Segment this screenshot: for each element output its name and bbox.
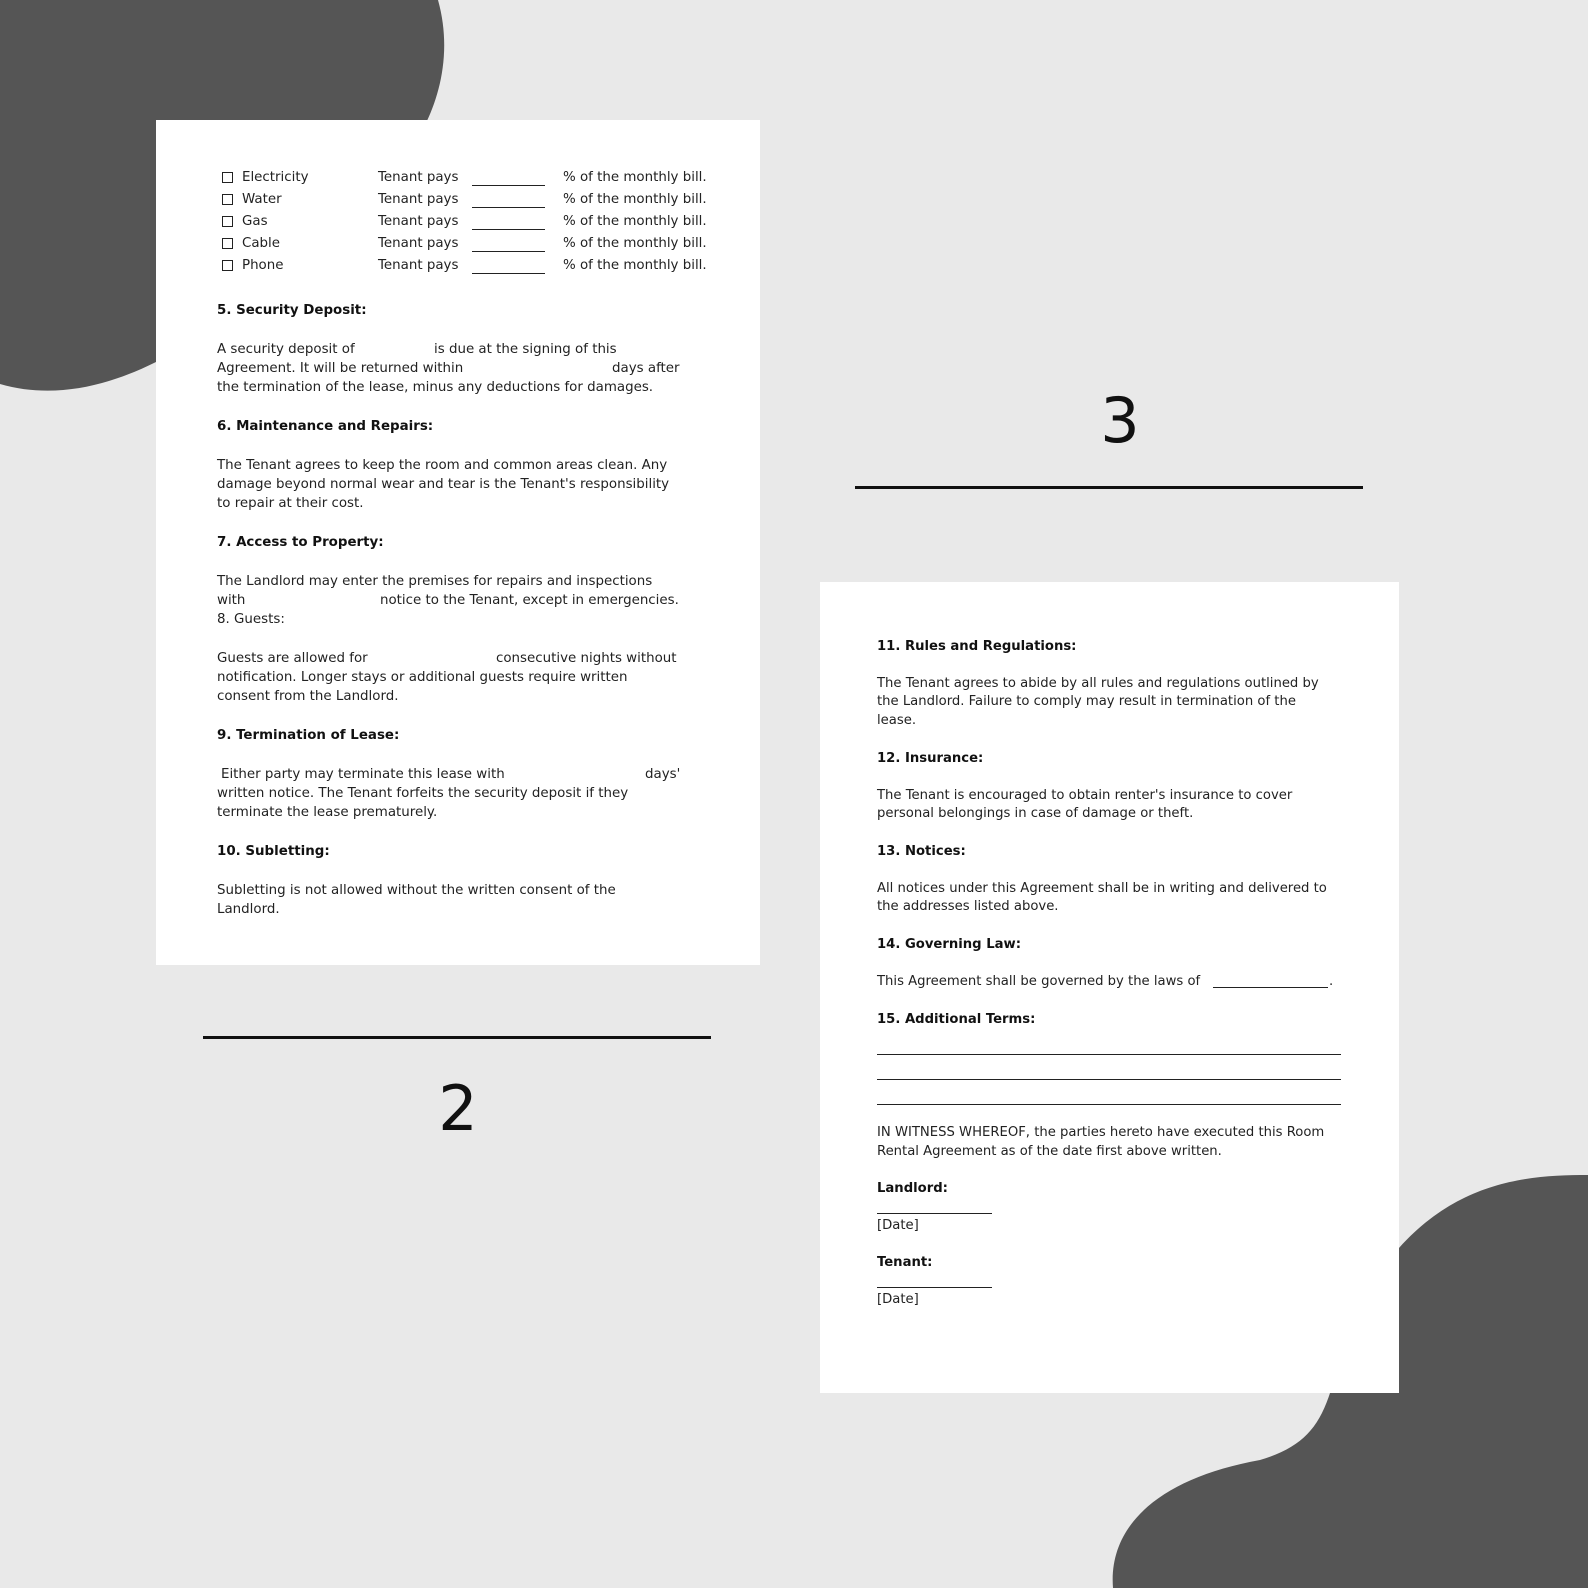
- governing-law-period: .: [1329, 974, 1334, 989]
- security-deposit-text: A security deposit of: [217, 342, 355, 357]
- guests-text: Guests are allowed for: [217, 651, 368, 666]
- rules-heading: 11. Rules and Regulations:: [877, 639, 1077, 654]
- maintenance-text: damage beyond normal wear and tear is the Tenant's responsibility: [217, 477, 670, 492]
- gas-checkbox[interactable]: [222, 216, 233, 227]
- termination-text: written notice. The Tenant forfeits the security deposit if they: [217, 786, 629, 801]
- document-page-3: [820, 582, 1399, 1393]
- insurance-text: personal belongings in case of damage or theft.: [877, 806, 1194, 821]
- bill-suffix: % of the monthly bill.: [563, 236, 707, 251]
- governing-law-heading: 14. Governing Law:: [877, 937, 1021, 952]
- percent-blank[interactable]: [472, 229, 545, 230]
- security-deposit-text: Agreement. It will be returned within: [217, 361, 464, 376]
- additional-terms-line[interactable]: [877, 1079, 1341, 1080]
- notices-heading: 13. Notices:: [877, 844, 966, 859]
- tenant-pays-label: Tenant pays: [378, 258, 459, 273]
- rules-text: the Landlord. Failure to comply may result in termination of the: [877, 694, 1296, 709]
- cable-checkbox[interactable]: [222, 238, 233, 249]
- utility-name: Electricity: [242, 170, 309, 185]
- tenant-label: Tenant:: [877, 1255, 933, 1270]
- electricity-checkbox[interactable]: [222, 172, 233, 183]
- witness-text: Rental Agreement as of the date first above written.: [877, 1144, 1222, 1159]
- termination-text: Either party may terminate this lease with: [221, 767, 505, 782]
- landlord-label: Landlord:: [877, 1181, 948, 1196]
- page-3-divider: [855, 486, 1363, 489]
- phone-checkbox[interactable]: [222, 260, 233, 271]
- utility-name: Gas: [242, 214, 268, 229]
- subletting-heading: 10. Subletting:: [217, 844, 330, 859]
- notices-text: All notices under this Agreement shall be in writing and delivered to: [877, 881, 1327, 896]
- governing-law-blank[interactable]: [1213, 987, 1328, 988]
- tenant-pays-label: Tenant pays: [378, 236, 459, 251]
- governing-law-text: This Agreement shall be governed by the laws of: [877, 974, 1201, 989]
- security-deposit-text: days after: [612, 361, 680, 376]
- additional-terms-heading: 15. Additional Terms:: [877, 1012, 1036, 1027]
- rules-text: lease.: [877, 713, 917, 728]
- access-text: with: [217, 593, 246, 608]
- page-2-divider: [203, 1036, 711, 1039]
- maintenance-heading: 6. Maintenance and Repairs:: [217, 419, 434, 434]
- landlord-signature-line[interactable]: [877, 1213, 992, 1214]
- tenant-signature-line[interactable]: [877, 1287, 992, 1288]
- percent-blank[interactable]: [472, 251, 545, 252]
- subletting-text: Landlord.: [217, 902, 280, 917]
- insurance-text: The Tenant is encouraged to obtain renter's insurance to cover: [877, 788, 1293, 803]
- insurance-heading: 12. Insurance:: [877, 751, 984, 766]
- document-page-2: [156, 120, 760, 965]
- bill-suffix: % of the monthly bill.: [563, 258, 707, 273]
- maintenance-text: to repair at their cost.: [217, 496, 364, 511]
- maintenance-text: The Tenant agrees to keep the room and common areas clean. Any: [217, 458, 668, 473]
- termination-text: terminate the lease prematurely.: [217, 805, 438, 820]
- page-number-2: 2: [438, 1072, 478, 1145]
- percent-blank[interactable]: [472, 273, 545, 274]
- guests-text: consent from the Landlord.: [217, 689, 399, 704]
- access-heading: 7. Access to Property:: [217, 535, 384, 550]
- tenant-date: [Date]: [877, 1292, 919, 1307]
- tenant-pays-label: Tenant pays: [378, 192, 459, 207]
- access-text: notice to the Tenant, except in emergencies.: [380, 593, 679, 608]
- subletting-text: Subletting is not allowed without the written consent of the: [217, 883, 616, 898]
- guests-heading: 8. Guests:: [217, 612, 285, 627]
- percent-blank[interactable]: [472, 185, 545, 186]
- utility-name: Cable: [242, 236, 281, 251]
- tenant-pays-label: Tenant pays: [378, 214, 459, 229]
- utility-name: Water: [242, 192, 282, 207]
- security-deposit-text: the termination of the lease, minus any deductions for damages.: [217, 380, 654, 395]
- access-text: The Landlord may enter the premises for repairs and inspections: [217, 574, 653, 589]
- bill-suffix: % of the monthly bill.: [563, 192, 707, 207]
- bill-suffix: % of the monthly bill.: [563, 214, 707, 229]
- notices-text: the addresses listed above.: [877, 899, 1059, 914]
- witness-text: IN WITNESS WHEREOF, the parties hereto have executed this Room: [877, 1125, 1325, 1140]
- security-deposit-heading: 5. Security Deposit:: [217, 303, 367, 318]
- guests-text: notification. Longer stays or additional guests require written: [217, 670, 628, 685]
- tenant-pays-label: Tenant pays: [378, 170, 459, 185]
- rules-text: The Tenant agrees to abide by all rules and regulations outlined by: [877, 676, 1319, 691]
- landlord-date: [Date]: [877, 1218, 919, 1233]
- guests-text: consecutive nights without: [496, 651, 677, 666]
- bill-suffix: % of the monthly bill.: [563, 170, 707, 185]
- security-deposit-text: is due at the signing of this: [434, 342, 617, 357]
- termination-heading: 9. Termination of Lease:: [217, 728, 400, 743]
- additional-terms-line[interactable]: [877, 1054, 1341, 1055]
- additional-terms-line[interactable]: [877, 1104, 1341, 1105]
- water-checkbox[interactable]: [222, 194, 233, 205]
- termination-text: days': [645, 767, 681, 782]
- page-number-3: 3: [1100, 384, 1140, 457]
- percent-blank[interactable]: [472, 207, 545, 208]
- utility-name: Phone: [242, 258, 284, 273]
